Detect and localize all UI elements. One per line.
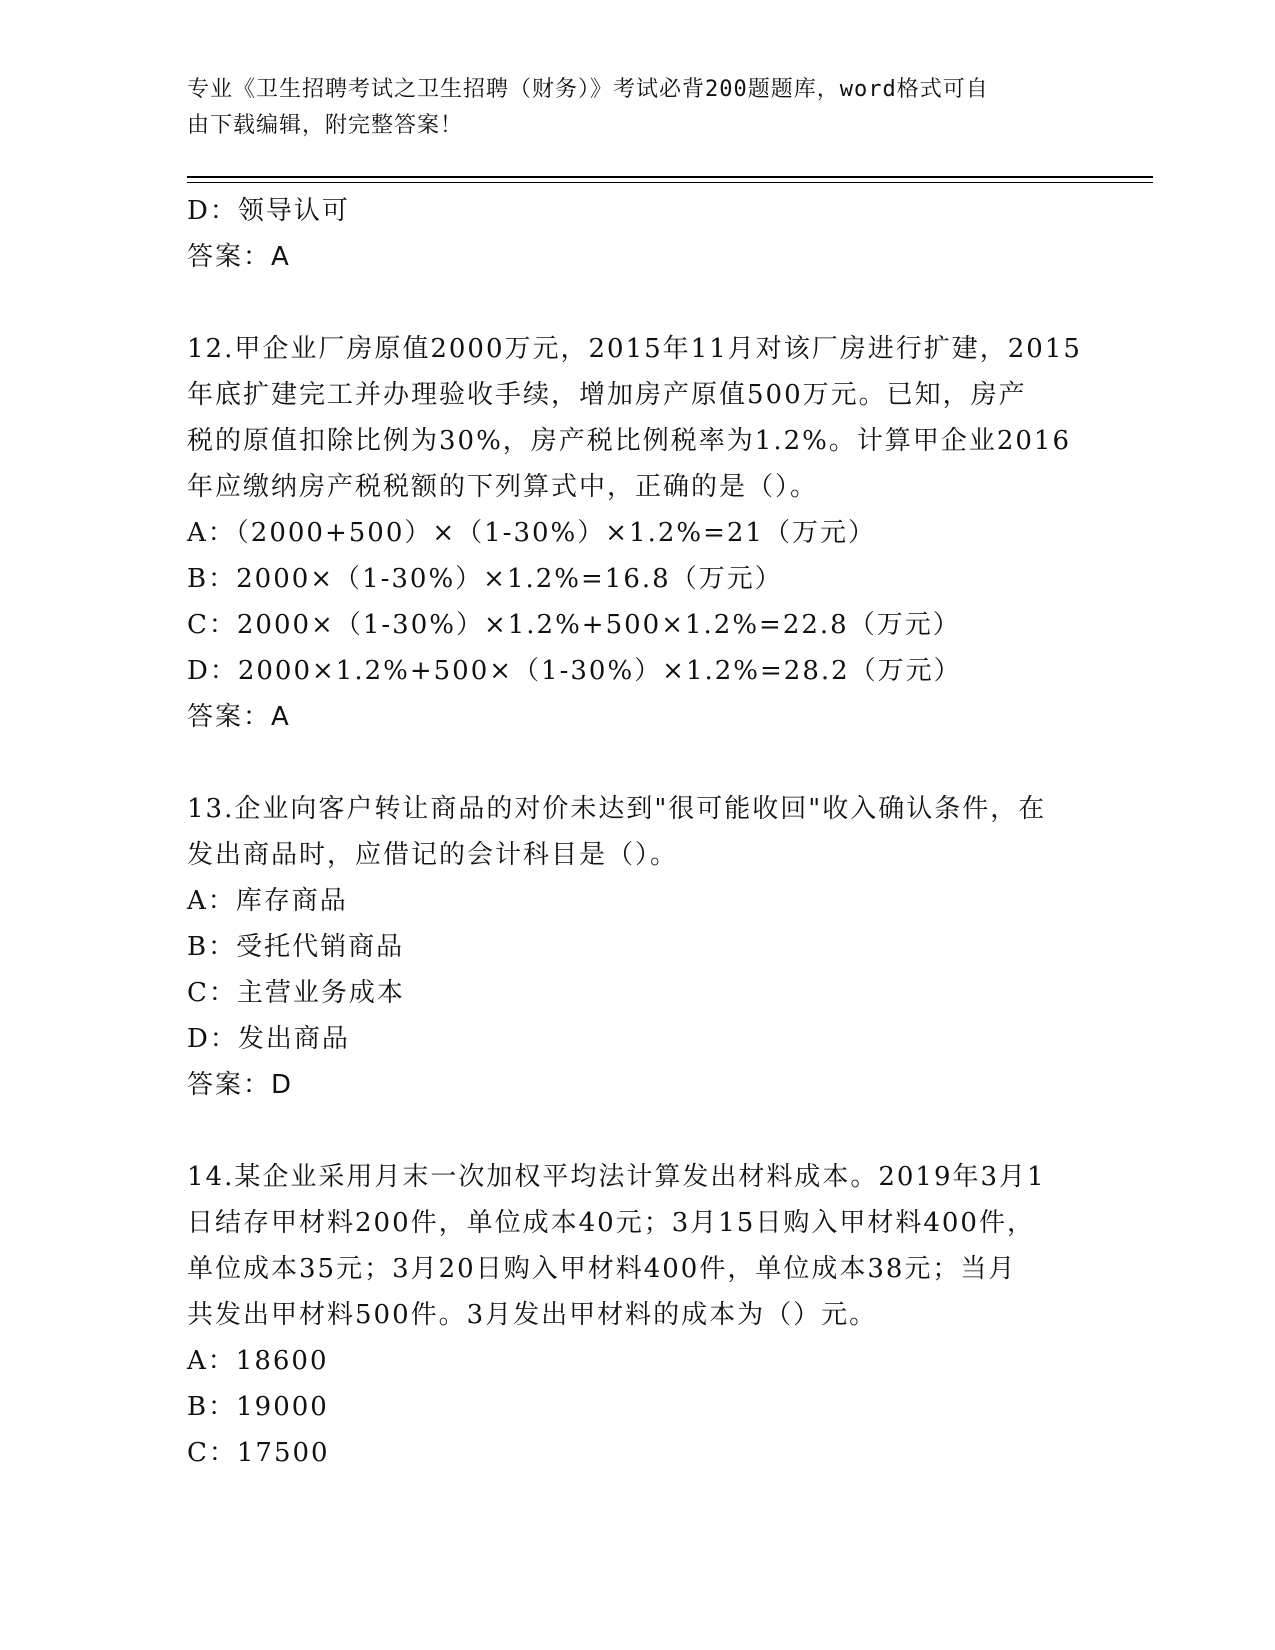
question-12-answer: 答案：A [187, 702, 291, 732]
question-14-text-line: 单位成本35元；3月20日购入甲材料400件，单位成本38元；当月 [187, 1254, 1017, 1284]
question-14-text-line: 共发出甲材料500件。3月发出甲材料的成本为（）元。 [187, 1300, 878, 1330]
question-12-text-line: 年底扩建完工并办理验收手续，增加房产原值500万元。已知，房产 [187, 380, 1027, 410]
question-13-option-d: D：发出商品 [187, 1024, 350, 1054]
question-12-text-line: 12.甲企业厂房原值2000万元，2015年11月对该厂房进行扩建，2015 [187, 334, 1082, 364]
question-13-option-b: B：受托代销商品 [187, 932, 405, 962]
question-14 [187, 1154, 1087, 1476]
spacer [187, 740, 1087, 786]
document-body [187, 188, 1087, 1476]
prev-option-d: D：领导认可 [187, 196, 350, 226]
spacer [187, 280, 1087, 326]
header-rule-thick [187, 176, 1153, 178]
question-12-option-b: B：2000×（1-30%）×1.2%=16.8（万元） [187, 564, 783, 594]
question-14-option-a: A：18600 [187, 1346, 329, 1376]
question-12-text-line: 税的原值扣除比例为30%，房产税比例税率为1.2%。计算甲企业2016 [187, 426, 1072, 456]
question-12-option-d: D：2000×1.2%+500×（1-30%）×1.2%=28.2（万元） [187, 656, 962, 686]
question-13-text-line: 13.企业向客户转让商品的对价未达到"很可能收回"收入确认条件，在 [187, 794, 1047, 824]
prev-answer: 答案：A [187, 242, 291, 272]
question-13-answer: 答案：D [187, 1070, 294, 1100]
question-14-text-line: 日结存甲材料200件，单位成本40元；3月15日购入甲材料400件， [187, 1208, 1035, 1238]
header-line-1: 专业《卫生招聘考试之卫生招聘（财务）》考试必背200题题库，word格式可自 [187, 77, 989, 102]
question-14-option-c: C：17500 [187, 1438, 330, 1468]
header-line-2: 由下载编辑，附完整答案！ [187, 113, 464, 138]
question-12 [187, 326, 1087, 740]
page-header [187, 72, 1067, 144]
question-14-option-b: B：19000 [187, 1392, 329, 1422]
question-12-option-a: A：（2000+500）×（1-30%）×1.2%=21（万元） [187, 518, 876, 548]
question-12-option-c: C：2000×（1-30%）×1.2%+500×1.2%=22.8（万元） [187, 610, 961, 640]
question-13-option-c: C：主营业务成本 [187, 978, 405, 1008]
header-rule-thin [187, 182, 1153, 183]
question-13-option-a: A：库存商品 [187, 886, 348, 916]
question-14-text-line: 14.某企业采用月末一次加权平均法计算发出材料成本。2019年3月1 [187, 1162, 1046, 1192]
spacer [187, 1108, 1087, 1154]
question-13-text-line: 发出商品时，应借记的会计科目是（）。 [187, 840, 679, 870]
question-13 [187, 786, 1087, 1108]
question-12-text-line: 年应缴纳房产税税额的下列算式中，正确的是（）。 [187, 472, 819, 502]
